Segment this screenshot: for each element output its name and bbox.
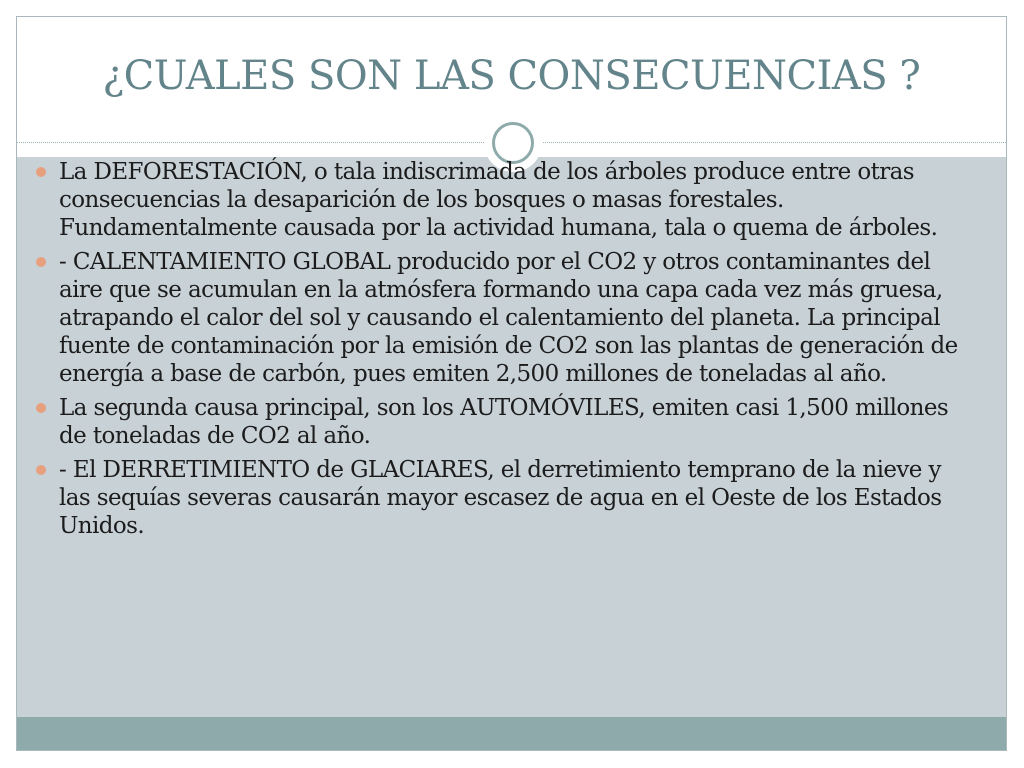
bullet-dot-icon <box>36 465 46 475</box>
bullet-text: La DEFORESTACIÓN, o tala indiscrimada de los árboles produce entre otras consecuencias la desaparición de los bosques o masas forestales. Fundamentalmente causada por la actividad humana, tala o quema de árboles. <box>59 159 938 241</box>
bullet-item <box>36 248 966 388</box>
bullet-item <box>36 394 966 450</box>
slide-title: ¿CUALES SON LAS CONSECUENCIAS ? <box>102 53 921 99</box>
bullet-dot-icon <box>36 403 46 413</box>
bullet-item <box>36 456 966 540</box>
bullet-dot-icon <box>36 167 46 177</box>
bullet-text: - CALENTAMIENTO GLOBAL producido por el CO2 y otros contaminantes del aire que se acumulan en la atmósfera formando una capa cada vez más gruesa, atrapando el calor del sol y causando el calentamiento del planeta. La principal fuente de contaminación por la emisión de CO2 son las plantas de generación de energía a base de carbón, pues emiten 2,500 millones de toneladas al año. <box>59 249 958 387</box>
bullet-item <box>36 158 966 242</box>
bullet-text: - El DERRETIMIENTO de GLACIARES, el derretimiento temprano de la nieve y las sequías severas causarán mayor escasez de agua en el Oeste de los Estados Unidos. <box>59 457 942 539</box>
bullet-list <box>36 158 966 546</box>
footer-band <box>17 717 1006 750</box>
bullet-text: La segunda causa principal, son los AUTOMÓVILES, emiten casi 1,500 millones de toneladas de CO2 al año. <box>59 395 949 449</box>
bullet-dot-icon <box>36 257 46 267</box>
